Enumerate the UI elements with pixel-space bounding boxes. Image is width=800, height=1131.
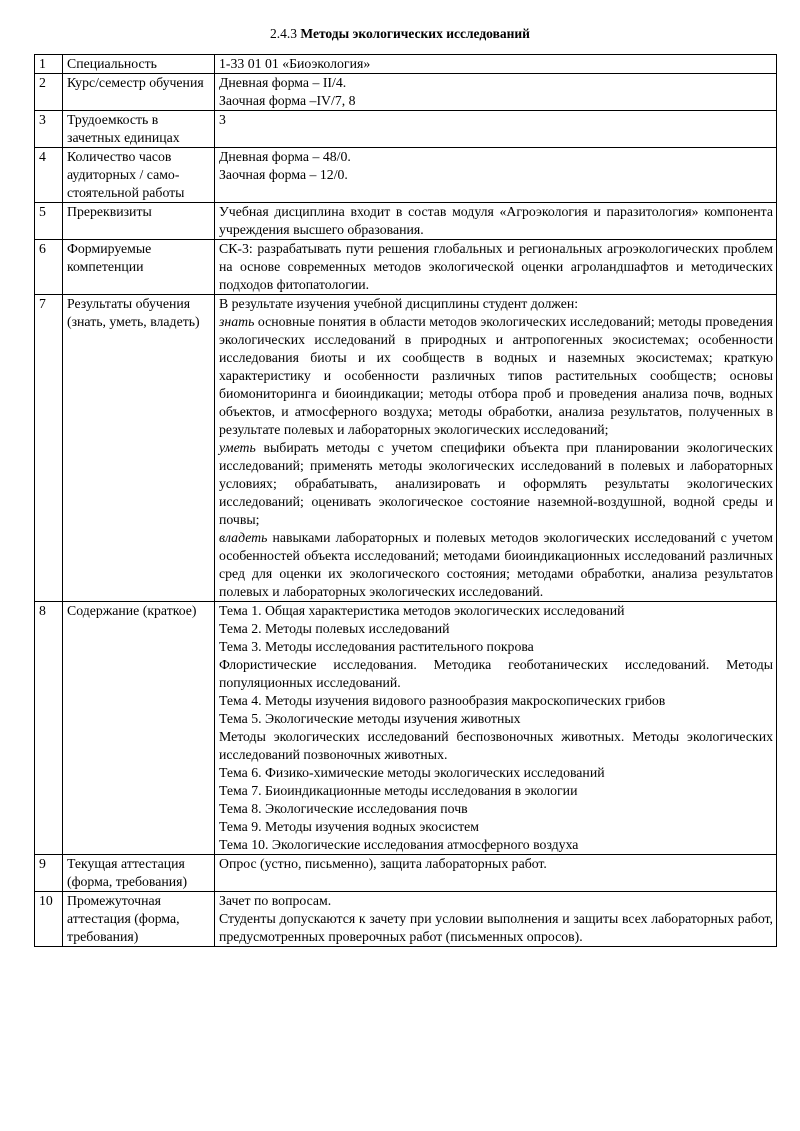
table-row [35, 55, 777, 74]
row-content [215, 295, 777, 602]
row-content [215, 148, 777, 203]
row-number: 2 [35, 74, 63, 111]
row-label: Результаты обучения (знать, уметь, владеть) [63, 295, 215, 602]
page-title [0, 26, 800, 42]
content-line: Дневная форма – II/4. [219, 75, 347, 90]
row-content [215, 55, 777, 74]
row-content: Учебная дисциплина входит в состав модуля «Агроэкология и паразитология» компонента учреждения высшего образования. [215, 203, 777, 240]
content-line: Дневная форма – 48/0. [219, 149, 351, 164]
row-number: 9 [35, 855, 63, 892]
topic-line: Тема 7. Биоиндикационные методы исследования в экологии [219, 783, 578, 798]
row-label: Количество часов аудиторных / само-стоятельной работы [63, 148, 215, 203]
topic-line: Методы экологических исследований беспозвоночных животных. Методы экологических исследований позвоночных животных. [219, 729, 773, 762]
row-number: 10 [35, 892, 63, 947]
table-row [35, 240, 777, 295]
know-keyword: знать [219, 314, 255, 329]
topic-line: Тема 6. Физико-химические методы экологических исследований [219, 765, 605, 780]
row-content [215, 602, 777, 855]
outcomes-intro: В результате изучения учебной дисциплины студент должен: [219, 296, 579, 311]
row-label: Трудоемкость в зачетных единицах [63, 111, 215, 148]
outcomes-own [219, 529, 773, 601]
row-content [215, 855, 777, 892]
table-row [35, 892, 777, 947]
row-number: 5 [35, 203, 63, 240]
content-line: Опрос (устно, письменно), защита лабораторных работ. [219, 856, 547, 871]
row-content [215, 892, 777, 947]
row-content: СК-3: разрабатывать пути решения глобальных и региональных агроэкологических проблем на основе современных методов экологической оценки агроландшафтов и методических подходов фитопатологии. [215, 240, 777, 295]
table-row [35, 855, 777, 892]
row-label: Текущая аттестация (форма, требования) [63, 855, 215, 892]
table-row [35, 111, 777, 148]
row-label: Пререквизиты [63, 203, 215, 240]
row-content [215, 111, 777, 148]
content-line: Студенты допускаются к зачету при условии выполнения и защиты всех лабораторных работ, предусмотренных проверочных работ (письменных опросов). [219, 911, 773, 944]
can-keyword: уметь [219, 440, 256, 455]
row-number: 3 [35, 111, 63, 148]
row-label: Формируемые компетенции [63, 240, 215, 295]
table-row [35, 148, 777, 203]
topic-line: Тема 10. Экологические исследования атмосферного воздуха [219, 837, 579, 852]
row-content [215, 74, 777, 111]
topic-line: Тема 9. Методы изучения водных экосистем [219, 819, 480, 834]
topic-line: Тема 4. Методы изучения видового разнообразия макроскопических грибов [219, 693, 666, 708]
row-number: 1 [35, 55, 63, 74]
table-row [35, 203, 777, 240]
own-keyword: владеть [219, 530, 268, 545]
row-label: Промежуточная аттестация (форма, требования) [63, 892, 215, 947]
content-line: Заочная форма –IV/7, 8 [219, 93, 356, 108]
topic-line: Тема 2. Методы полевых исследований [219, 621, 450, 636]
section-title: Методы экологических исследований [300, 26, 530, 41]
know-text: основные понятия в области методов экологических исследований; методы проведения экологических исследований в природных и антропогенных экосистемах; особенности исследования биоты и их сообществ в водных и наземных экосистемах; краткую характеристику и особенности различных типов растительных сообществ; основы биомониторинга и биоиндикации; методы отбора проб и проведения анализа почв, водных объектов, и атмосферного воздуха; методы обработки, анализа результатов, полученных в результате полевых и лабораторных экологических исследований; [219, 314, 773, 437]
row-number: 7 [35, 295, 63, 602]
own-text: навыками лабораторных и полевых методов экологических исследований с учетом особенностей объекта исследований; методами биоиндикационных исследований различных сред для оценки их экологического состояния; методами обработки, анализа результатов полевых и лабораторных экологических исследований. [219, 530, 773, 599]
table-row [35, 602, 777, 855]
row-label: Содержание (краткое) [63, 602, 215, 855]
table-row [35, 295, 777, 602]
topic-line: Флористические исследования. Методика геоботанических исследований. Методы популяционных исследований. [219, 657, 773, 690]
topic-line: Тема 3. Методы исследования растительного покрова [219, 639, 534, 654]
can-text: выбирать методы с учетом специфики объекта при планировании экологических исследований; применять методы экологических исследований в полевых и лабораторных условиях; обрабатывать, анализировать и оформлять результаты экологических исследований; оценивать экологическое состояние наземной-воздушной, водной среды и почвы; [219, 440, 773, 527]
topic-line: Тема 8. Экологические исследования почв [219, 801, 468, 816]
row-label: Курс/семестр обучения [63, 74, 215, 111]
outcomes-can [219, 439, 773, 529]
discipline-table [34, 54, 777, 947]
outcomes-know [219, 313, 773, 439]
section-number: 2.4.3 [270, 26, 298, 41]
table-row [35, 74, 777, 111]
row-number: 4 [35, 148, 63, 203]
row-number: 8 [35, 602, 63, 855]
row-number: 6 [35, 240, 63, 295]
topic-line: Тема 1. Общая характеристика методов экологических исследований [219, 603, 625, 618]
content-line: 1-33 01 01 «Биоэкология» [219, 56, 371, 71]
row-label: Специальность [63, 55, 215, 74]
content-line: Зачет по вопросам. [219, 893, 332, 908]
topic-line: Тема 5. Экологические методы изучения животных [219, 711, 521, 726]
content-line: Заочная форма – 12/0. [219, 167, 348, 182]
content-line: 3 [219, 112, 226, 127]
